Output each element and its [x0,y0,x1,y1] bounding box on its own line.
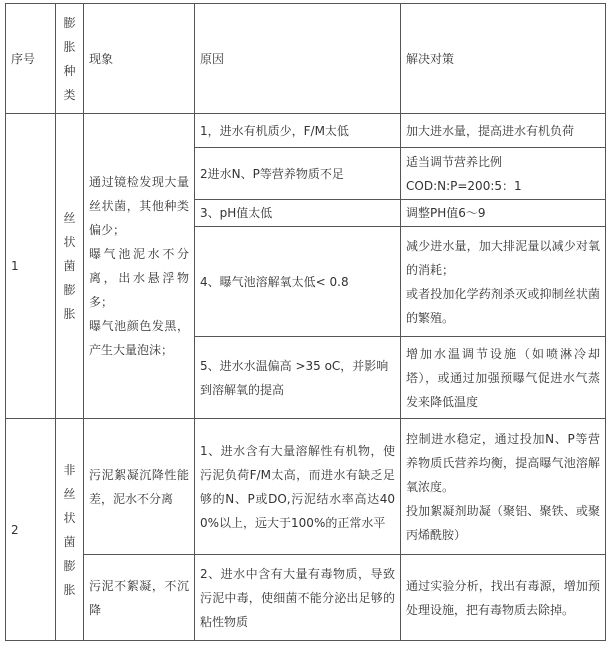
solution-item: 控制进水稳定，通过投加N、P等营养物质氏营养均衡，提高曝气池溶解氧浓度。 [406,431,600,494]
header-solution: 解决对策 [401,4,606,114]
table-row [6,555,606,641]
table-header-row [6,4,606,114]
solution-item: 适当调节营养比例 [406,154,503,169]
sludge-bulking-table [5,3,606,641]
cause-cell: 4、曝气池溶解氧太低< 0.8 [195,227,401,337]
cause-cell: 3、pH值太低 [195,200,401,227]
solution-item: 通过实验分析，找出有毒源，增加预处理设施，把有毒物质去除掉。 [406,578,600,617]
group-type: 丝状菌膨胀 [63,211,76,321]
header-cause: 原因 [195,4,401,114]
group-phenomenon [84,114,195,419]
solution-item: 增加水温调节设施（如喷淋冷却塔），或通过加强预曝气促进水气蒸发来降低温度 [406,346,600,409]
solution-item: 或者投加化学药剂杀灭或抑制丝状菌的繁殖。 [406,286,600,325]
cause-cell: 2进水N、P等营养物质不足 [195,148,401,200]
phenomenon-item: 曝气池颜色发黑，产生大量泡沫； [89,319,189,357]
solution-cell [401,419,606,555]
solution-cell [401,200,606,227]
header-phenomenon: 现象 [84,4,195,114]
solution-cell [401,148,606,200]
phenomenon-item: 通过镜检发现大量丝状菌，其他种类偏少； [89,175,189,237]
cause-cell: 2、进水中含有大量有毒物质，导致污泥中毒，使细菌不能分泌出足够的粘性物质 [195,555,401,641]
group-index: 1 [6,114,56,419]
phenomenon-cell: 污泥絮凝沉降性能差，泥水不分离 [84,419,195,555]
solution-item: COD:N:P=200:5：1 [406,178,522,193]
header-type: 膨胀种类 [63,15,76,102]
header-index: 序号 [6,4,56,114]
solution-item: 投加絮凝剂助凝（聚铝、聚铁、或聚丙烯酰胺） [406,503,600,542]
table-row [6,419,606,555]
group-type: 非丝状菌膨胀 [63,462,76,597]
cause-cell: 1，进水有机质少，F/M太低 [195,114,401,148]
phenomenon-item: 曝气池泥水不分离，出水悬浮物多； [89,247,189,309]
solution-item: 减少进水量，加大排泥量以减少对氧的消耗； [406,238,600,277]
solution-cell [401,227,606,337]
cause-cell: 1、进水含有大量溶解性有机物，使污泥负荷F/M太高，而进水有缺乏足够的N、P或DO,污泥结水率高达400%以上，远大于100%的正常水平 [195,419,401,555]
cause-cell: 5、进水水温偏高 >35 oC，并影响到溶解氧的提高 [195,337,401,419]
solution-cell [401,114,606,148]
solution-cell [401,555,606,641]
solution-item: 调整PH值6～9 [406,206,486,220]
group-index: 2 [6,419,56,641]
solution-cell [401,337,606,419]
phenomenon-cell: 污泥不絮凝，不沉降 [84,555,195,641]
solution-item: 加大进水量，提高进水有机负荷 [406,123,575,138]
table-row [6,114,606,148]
